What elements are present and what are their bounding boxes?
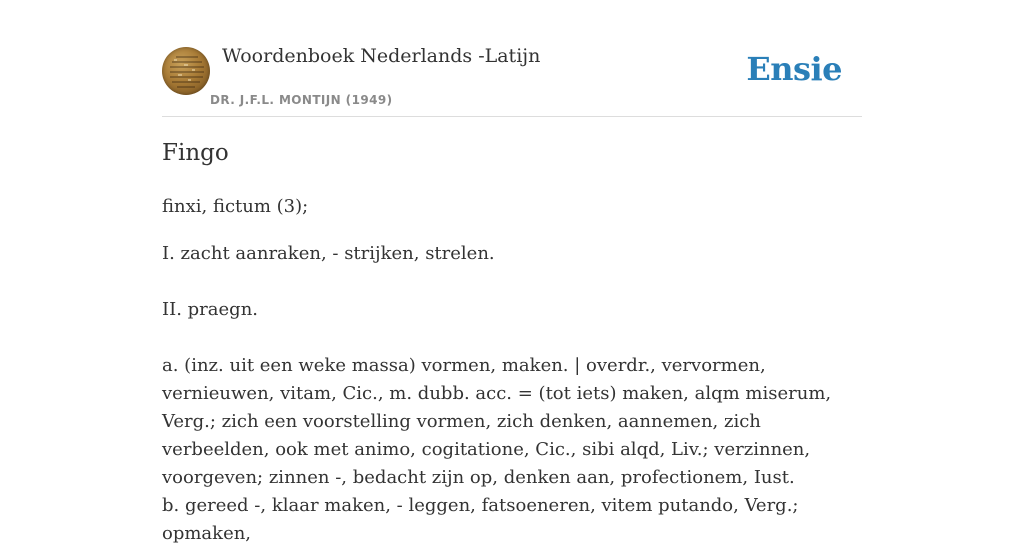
sense-2: II. praegn. bbox=[162, 299, 259, 320]
page-container bbox=[162, 0, 862, 544]
book-title-link[interactable]: Woordenboek Nederlands -Latijn bbox=[222, 45, 541, 67]
entry-body bbox=[162, 193, 862, 548]
book-cover-icon[interactable] bbox=[162, 47, 210, 95]
page-header bbox=[162, 0, 862, 117]
sense-2a: a. (inz. uit een weke massa) vormen, maken. | overdr., vervormen, vernieuwen, vitam, Cic., m. dubb. acc. = (tot iets) maken, alqm miserum, Verg.; zich een voorstelling vormen, zich denken, aannemen, zich verbeelden, ook met animo, cogitatione, Cic., sibi alqd, Liv.; verzinnen, voorgeven; zinnen -, bedacht zijn op, denken aan, profectionem, Iust. bbox=[162, 355, 832, 488]
entry-title: Fingo bbox=[162, 140, 229, 166]
book-author: DR. J.F.L. MONTIJN (1949) bbox=[210, 93, 393, 107]
entry-forms: finxi, fictum (3); bbox=[162, 196, 309, 217]
brand-logo[interactable]: Ensie bbox=[746, 50, 842, 88]
sense-2b: b. gereed -, klaar maken, - leggen, fatsoeneren, vitem putando, Verg.; opmaken, bbox=[162, 495, 799, 544]
sense-1: I. zacht aanraken, - strijken, strelen. bbox=[162, 243, 495, 264]
